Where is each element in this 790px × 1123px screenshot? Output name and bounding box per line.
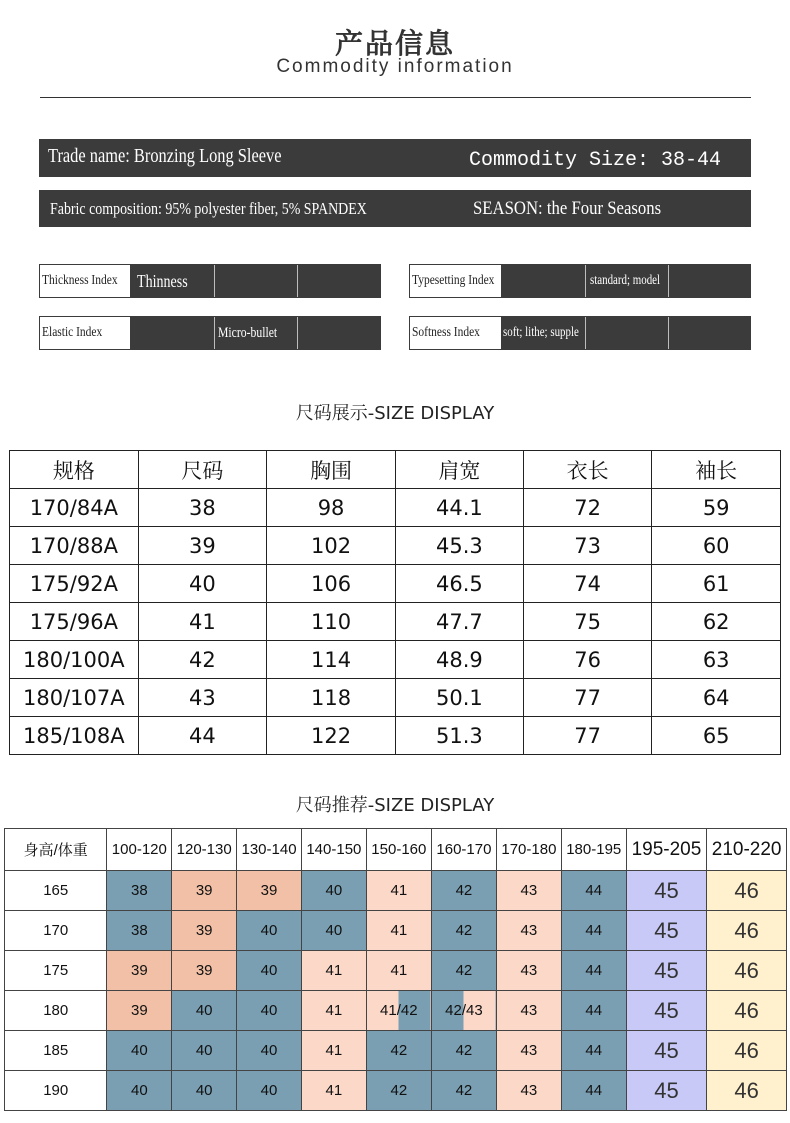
table-row [5, 951, 787, 991]
rec-size-cell: 41 [301, 1031, 366, 1071]
size-header-cell: 尺码 [138, 451, 267, 489]
rec-size-cell: 40 [172, 1031, 237, 1071]
rec-size-cell: 40 [172, 1071, 237, 1111]
size-cell: 41 [138, 603, 267, 641]
rec-size-cell: 46 [707, 951, 787, 991]
rec-size-cell: 42/43 [431, 991, 496, 1031]
rec-size-cell: 40 [301, 911, 366, 951]
rec-size-cell: 43 [496, 911, 561, 951]
size-cell: 73 [523, 527, 652, 565]
thickness-index-value: Thinness [137, 271, 188, 291]
info-bar-fabric [39, 190, 751, 227]
table-row [5, 871, 787, 911]
rec-size-cell: 40 [237, 1031, 302, 1071]
rec-size-cell: 39 [172, 871, 237, 911]
rec-size-cell: 40 [237, 911, 302, 951]
softness-index-label: Softness Index [410, 317, 501, 349]
size-header-cell: 袖长 [652, 451, 781, 489]
rec-size-cell: 41 [366, 951, 431, 991]
size-display-title: 尺码展示-SIZE DISPLAY [295, 403, 495, 424]
rec-size-cell: 42 [431, 951, 496, 991]
size-cell: 47.7 [395, 603, 523, 641]
rec-size-cell: 40 [107, 1071, 172, 1111]
rec-size-cell: 42 [431, 1031, 496, 1071]
size-cell: 170/88A [10, 527, 139, 565]
commodity-size: Commodity Size: 38-44 [469, 149, 722, 172]
size-cell: 64 [652, 679, 781, 717]
rec-size-cell: 44 [561, 1071, 626, 1111]
rec-weight-header: 210-220 [707, 829, 787, 871]
size-cell: 44 [138, 717, 267, 755]
rec-size-cell: 46 [707, 911, 787, 951]
rec-size-cell: 45 [626, 1031, 707, 1071]
typesetting-index-value: standard; model [590, 273, 661, 288]
size-header-cell: 衣长 [523, 451, 652, 489]
table-row [5, 911, 787, 951]
size-cell: 59 [652, 489, 781, 527]
rec-size-cell: 40 [172, 991, 237, 1031]
rec-size-cell: 40 [237, 951, 302, 991]
table-row [5, 1031, 787, 1071]
table-row [10, 489, 781, 527]
rec-weight-header: 120-130 [172, 829, 237, 871]
rec-height-cell: 175 [5, 951, 107, 991]
rec-size-cell: 43 [496, 871, 561, 911]
size-cell: 48.9 [395, 641, 523, 679]
elastic-index-value: Micro-bullet [218, 325, 278, 341]
size-cell: 50.1 [395, 679, 523, 717]
size-cell: 185/108A [10, 717, 139, 755]
rec-size-cell: 41 [301, 951, 366, 991]
size-cell: 39 [138, 527, 267, 565]
rec-size-cell: 41 [301, 1071, 366, 1111]
size-cell: 74 [523, 565, 652, 603]
rec-size-cell: 42 [366, 1031, 431, 1071]
info-bar-trade [39, 139, 751, 177]
rec-size-cell: 45 [626, 991, 707, 1031]
rec-weight-header: 150-160 [366, 829, 431, 871]
rec-size-cell: 43 [496, 1071, 561, 1111]
rec-size-cell: 42 [366, 1071, 431, 1111]
rec-size-cell: 41 [301, 991, 366, 1031]
rec-weight-header: 180-195 [561, 829, 626, 871]
table-row [5, 991, 787, 1031]
header-divider [40, 97, 751, 98]
typesetting-index [409, 264, 751, 298]
rec-size-cell: 40 [301, 871, 366, 911]
rec-size-cell: 45 [626, 911, 707, 951]
table-row [10, 527, 781, 565]
rec-corner-cell: 身高/体重 [5, 829, 107, 871]
rec-size-cell: 39 [172, 951, 237, 991]
size-cell: 170/84A [10, 489, 139, 527]
season: SEASON: the Four Seasons [473, 198, 662, 219]
table-row [10, 679, 781, 717]
size-recommend-table [4, 828, 787, 1111]
rec-size-cell: 42 [431, 911, 496, 951]
size-cell: 110 [267, 603, 396, 641]
size-cell: 60 [652, 527, 781, 565]
rec-size-cell: 40 [107, 1031, 172, 1071]
size-cell: 61 [652, 565, 781, 603]
thickness-index [39, 264, 381, 298]
elastic-index-label: Elastic Index [40, 317, 130, 349]
rec-size-cell: 44 [561, 871, 626, 911]
softness-index-value: soft; lithe; supple [503, 325, 579, 340]
rec-size-cell: 40 [237, 991, 302, 1031]
rec-size-cell: 44 [561, 1031, 626, 1071]
rec-height-cell: 165 [5, 871, 107, 911]
thickness-index-label: Thickness Index [40, 265, 130, 297]
rec-size-cell: 44 [561, 991, 626, 1031]
size-cell: 46.5 [395, 565, 523, 603]
rec-weight-header: 140-150 [301, 829, 366, 871]
size-cell: 38 [138, 489, 267, 527]
size-cell: 122 [267, 717, 396, 755]
size-header-cell: 肩宽 [395, 451, 523, 489]
rec-weight-header: 130-140 [237, 829, 302, 871]
rec-size-cell: 39 [237, 871, 302, 911]
rec-size-cell: 41 [366, 871, 431, 911]
size-cell: 45.3 [395, 527, 523, 565]
table-row [5, 1071, 787, 1111]
rec-height-cell: 185 [5, 1031, 107, 1071]
rec-size-cell: 41 [366, 911, 431, 951]
rec-size-cell: 45 [626, 951, 707, 991]
rec-size-cell: 40 [237, 1071, 302, 1111]
rec-height-cell: 190 [5, 1071, 107, 1111]
size-cell: 77 [523, 679, 652, 717]
size-cell: 106 [267, 565, 396, 603]
size-cell: 180/107A [10, 679, 139, 717]
softness-index [409, 316, 751, 350]
size-cell: 102 [267, 527, 396, 565]
rec-size-cell: 43 [496, 951, 561, 991]
rec-size-cell: 45 [626, 871, 707, 911]
page-subtitle: Commodity information [276, 56, 514, 77]
rec-size-cell: 38 [107, 911, 172, 951]
size-cell: 43 [138, 679, 267, 717]
size-cell: 98 [267, 489, 396, 527]
size-cell: 114 [267, 641, 396, 679]
rec-size-cell: 46 [707, 1031, 787, 1071]
size-recommend-title: 尺码推荐-SIZE DISPLAY [295, 795, 495, 816]
table-row [10, 717, 781, 755]
size-cell: 62 [652, 603, 781, 641]
rec-weight-header: 195-205 [626, 829, 707, 871]
rec-size-cell: 42 [431, 1071, 496, 1111]
size-cell: 40 [138, 565, 267, 603]
size-header-cell: 胸围 [267, 451, 396, 489]
size-header-cell: 规格 [10, 451, 139, 489]
size-cell: 118 [267, 679, 396, 717]
rec-size-cell: 39 [107, 951, 172, 991]
elastic-index [39, 316, 381, 350]
size-cell: 72 [523, 489, 652, 527]
rec-height-cell: 170 [5, 911, 107, 951]
size-cell: 76 [523, 641, 652, 679]
size-cell: 77 [523, 717, 652, 755]
rec-size-cell: 38 [107, 871, 172, 911]
rec-weight-header: 100-120 [107, 829, 172, 871]
rec-weight-header: 160-170 [431, 829, 496, 871]
size-cell: 75 [523, 603, 652, 641]
rec-size-cell: 44 [561, 951, 626, 991]
table-row [10, 565, 781, 603]
size-cell: 175/96A [10, 603, 139, 641]
table-row [10, 641, 781, 679]
size-cell: 65 [652, 717, 781, 755]
rec-size-cell: 46 [707, 991, 787, 1031]
trade-name: Trade name: Bronzing Long Sleeve [48, 145, 282, 167]
rec-size-cell: 46 [707, 1071, 787, 1111]
rec-size-cell: 43 [496, 991, 561, 1031]
size-cell: 180/100A [10, 641, 139, 679]
rec-size-cell: 41/42 [366, 991, 431, 1031]
rec-size-cell: 44 [561, 911, 626, 951]
size-cell: 63 [652, 641, 781, 679]
rec-size-cell: 39 [107, 991, 172, 1031]
size-display-table [9, 450, 781, 755]
rec-size-cell: 43 [496, 1031, 561, 1071]
fabric-composition: Fabric composition: 95% polyester fiber, 5% SPANDEX [50, 199, 367, 218]
size-cell: 51.3 [395, 717, 523, 755]
rec-size-cell: 39 [172, 911, 237, 951]
size-cell: 44.1 [395, 489, 523, 527]
rec-weight-header: 170-180 [496, 829, 561, 871]
page-title: 产品信息 [334, 27, 455, 60]
rec-size-cell: 46 [707, 871, 787, 911]
size-cell: 175/92A [10, 565, 139, 603]
size-cell: 42 [138, 641, 267, 679]
typesetting-index-label: Typesetting Index [410, 265, 501, 297]
rec-height-cell: 180 [5, 991, 107, 1031]
rec-size-cell: 45 [626, 1071, 707, 1111]
rec-size-cell: 42 [431, 871, 496, 911]
table-row [10, 603, 781, 641]
